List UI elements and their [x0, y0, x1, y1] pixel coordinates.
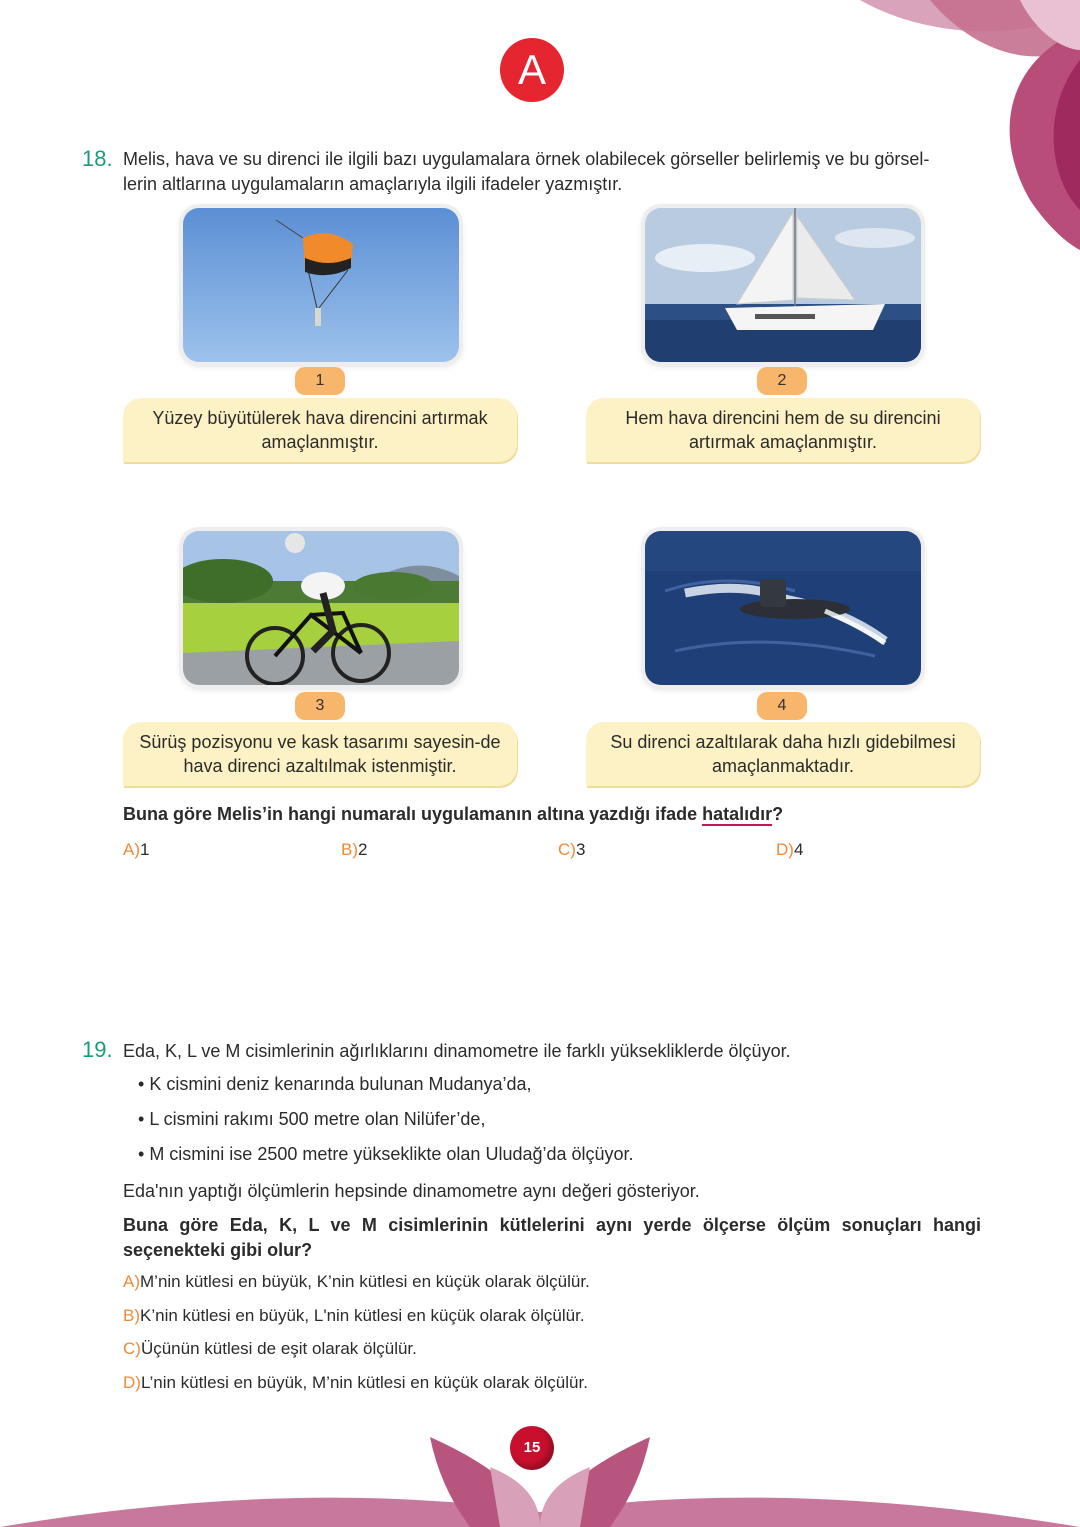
question-18-prompt-emphasis: hatalıdır [702, 804, 773, 824]
sailboat-photo [645, 208, 921, 362]
q18-option-d[interactable] [776, 840, 803, 860]
q18-option-c-text: 3 [575, 840, 586, 859]
item-1-number: 1 [295, 367, 345, 395]
q18-option-b-letter: B) [341, 840, 358, 859]
q19-option-a-letter: A) [123, 1272, 140, 1291]
q18-option-c-letter: C) [558, 840, 576, 859]
q19-option-c[interactable] [123, 1339, 417, 1359]
item-2-caption: Hem hava direncini hem de su direncini artırmak amaçlanmıştır. [586, 398, 980, 462]
q18-option-c[interactable] [558, 840, 585, 860]
item-3-number: 3 [295, 692, 345, 720]
question-18-line2: lerin altlarına uygulamaların amaçlarıyla ilgili ifadeler yazmıştır. [123, 174, 623, 194]
page-number: 15 [510, 1426, 554, 1470]
question-19-intro: Eda, K, L ve M cisimlerinin ağırlıklarını dinamometre ile farklı yüksekliklerde ölçüyor. [123, 1041, 791, 1061]
question-18-line1: Melis, hava ve su direnci ile ilgili bazı uygulamalara örnek olabilecek görseller belirlemiş ve bu görsel- [123, 149, 930, 169]
q18-option-b[interactable] [341, 840, 367, 860]
item-2-number: 2 [757, 367, 807, 395]
q19-option-d-letter: D) [123, 1373, 141, 1392]
q19-bullet-1: • K cismini deniz kenarında bulunan Mudanya’da, [138, 1074, 532, 1094]
q19-option-c-letter: C) [123, 1339, 141, 1358]
question-19-prompt-line2: seçenekteki gibi olur? [123, 1240, 313, 1260]
q18-option-d-letter: D) [776, 840, 794, 859]
question-19-prompt-line1: Buna göre Eda, K, L ve M cisimlerinin kütlelerini aynı yerde ölçerse ölçüm sonuçları hangi [123, 1215, 981, 1235]
question-19-note: Eda'nın yaptığı ölçümlerin hepsinde dinamometre aynı değeri gösteriyor. [123, 1181, 700, 1201]
q19-bullet-2-text: L cismini rakımı 500 metre olan Nilüfer’de, [149, 1109, 486, 1129]
q18-option-d-text: 4 [793, 840, 804, 859]
q19-option-c-text: Üçünün kütlesi de eşit olarak ölçülür. [140, 1339, 417, 1358]
submarine-photo [645, 531, 921, 685]
item-4-number: 4 [757, 692, 807, 720]
booklet-badge: A [500, 38, 564, 102]
item-4-caption: Su direnci azaltılarak daha hızlı gidebilmesi amaçlanmaktadır. [586, 722, 980, 786]
question-18-prompt-prefix: Buna göre Melis’in hangi numaralı uygulamanın altına yazdığı ifade [123, 804, 703, 824]
q19-option-d[interactable] [123, 1373, 588, 1393]
question-19-number: 19. [82, 1037, 113, 1062]
cyclist-photo [183, 531, 459, 685]
q18-option-a-letter: A) [123, 840, 140, 859]
q19-option-b[interactable] [123, 1306, 585, 1326]
item-3-caption: Sürüş pozisyonu ve kask tasarımı sayesin-de hava direnci azaltılmak istenmiştir. [123, 722, 517, 786]
parachute-photo [183, 208, 459, 362]
q19-bullet-1-text: K cismini deniz kenarında bulunan Mudanya’da, [149, 1074, 532, 1094]
q19-option-a-text: M’nin kütlesi en büyük, K’nin kütlesi en küçük olarak ölçülür. [140, 1272, 590, 1291]
question-18-prompt-suffix: ? [772, 804, 784, 824]
q18-option-b-text: 2 [358, 840, 368, 859]
q18-option-a-text: 1 [140, 840, 150, 859]
question-18-number: 18. [82, 146, 113, 171]
q19-option-a[interactable] [123, 1272, 590, 1292]
q19-option-b-letter: B) [123, 1306, 140, 1325]
q19-option-d-text: L’nin kütlesi en büyük, M’nin kütlesi en küçük olarak ölçülür. [140, 1373, 588, 1392]
q19-option-b-text: K’nin kütlesi en büyük, L'nin kütlesi en küçük olarak ölçülür. [140, 1306, 585, 1325]
question-19-prompt [123, 1213, 981, 1263]
item-1-caption: Yüzey büyütülerek hava direncini artırmak amaçlanmıştır. [123, 398, 517, 462]
question-18-prompt [123, 802, 783, 827]
q19-bullet-3-text: M cismini ise 2500 metre yükseklikte olan Uludağ’da ölçüyor. [149, 1144, 634, 1164]
q19-bullet-2: • L cismini rakımı 500 metre olan Nilüfer’de, [138, 1109, 486, 1129]
q18-option-a[interactable] [123, 840, 149, 860]
q19-bullet-3: • M cismini ise 2500 metre yükseklikte olan Uludağ’da ölçüyor. [138, 1144, 634, 1164]
question-18-text [123, 147, 983, 197]
